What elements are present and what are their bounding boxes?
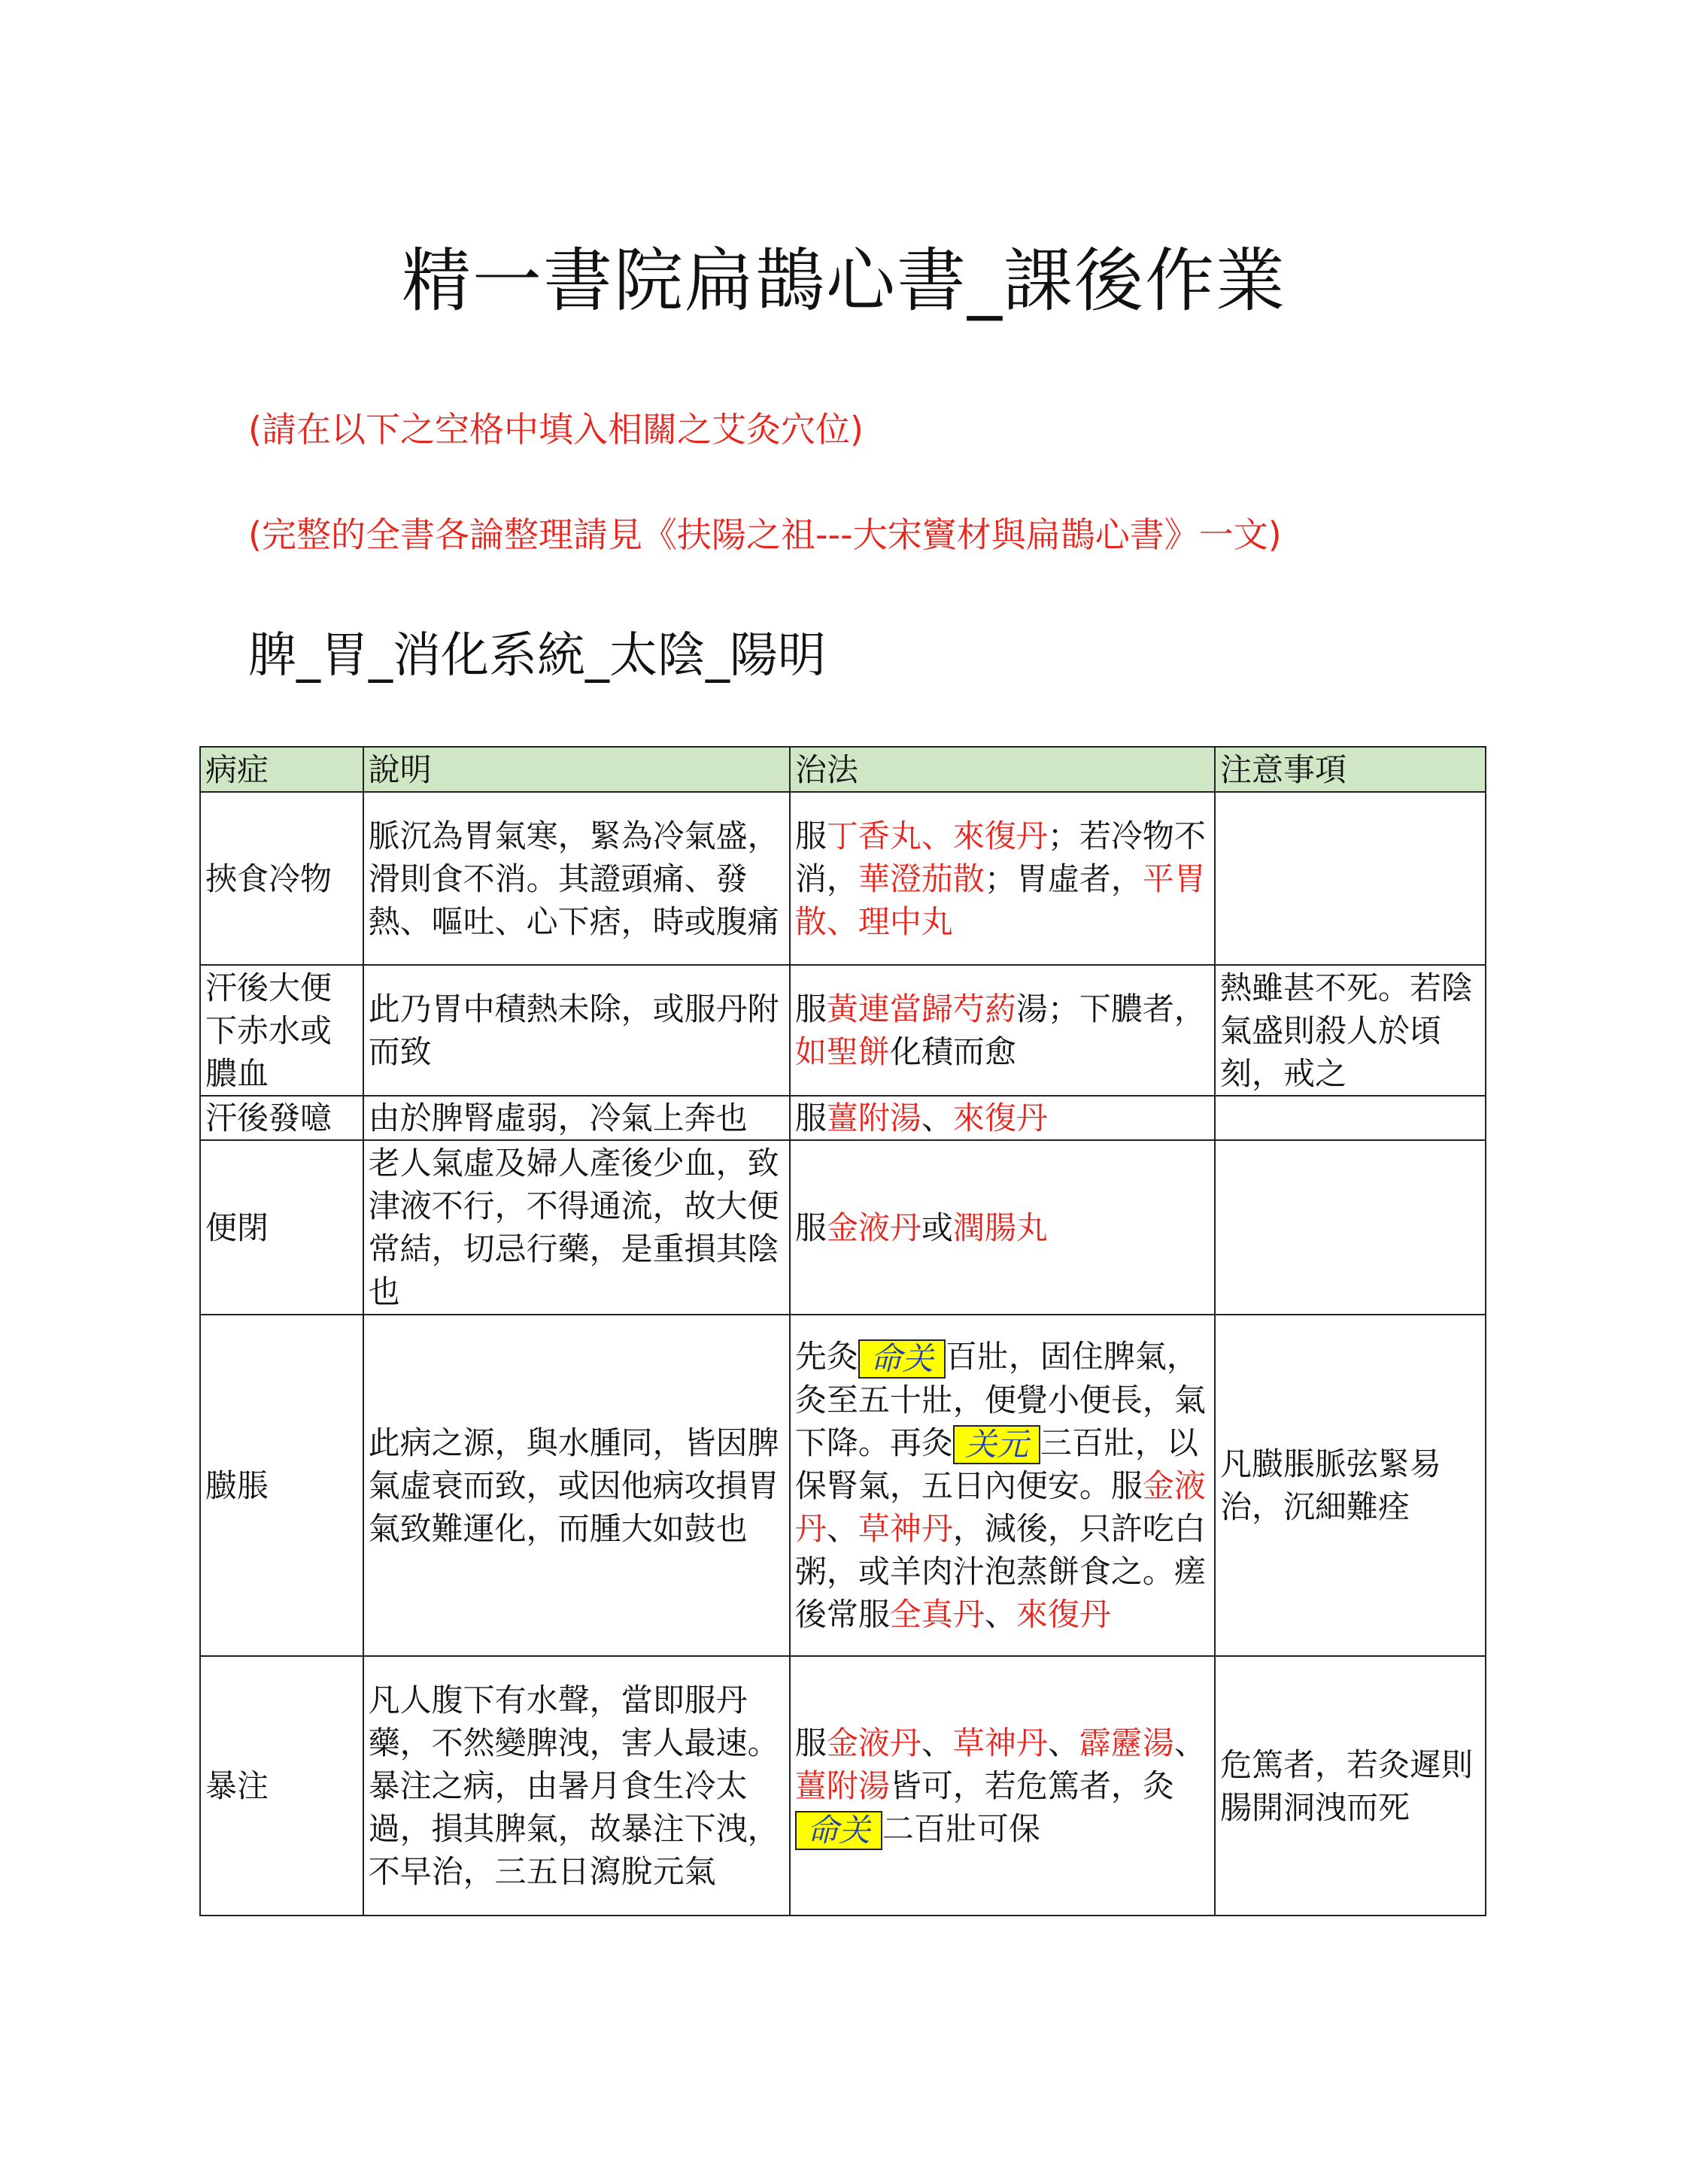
treatment-text: 先灸: [794, 1338, 858, 1375]
treatment-cell: [790, 1096, 1215, 1140]
notes-cell: 熱雖甚不死。若陰氣盛則殺人於頃刻，戒之: [1215, 965, 1486, 1096]
treatment-text: 、: [1047, 1724, 1079, 1761]
symptom-cell: 挾食冷物: [200, 792, 363, 965]
symptom-cell: 汗後大便下赤水或膿血: [200, 965, 363, 1096]
treatment-cell: [790, 1140, 1215, 1315]
treatment-cell: [790, 1656, 1215, 1916]
treatment-text: 服: [794, 1100, 827, 1136]
symptom-cell: 暴注: [200, 1656, 363, 1916]
treatment-text: 、: [984, 1596, 1016, 1633]
treatment-text: 服: [794, 817, 827, 854]
treatment-text: 二百壯可保: [882, 1809, 1040, 1847]
remedy-name: 薑附湯: [794, 1767, 890, 1804]
treatment-text: 三百壯，以保腎氣，五日內便安。服: [794, 1424, 1198, 1504]
notes-cell: [1215, 792, 1486, 965]
treatment-text: ；胃虛者，: [984, 860, 1143, 897]
remedy-name: 、: [826, 902, 858, 940]
remedy-name: 、: [921, 817, 953, 854]
treatment-cell: [790, 1315, 1215, 1656]
remedy-name: 理中丸: [858, 902, 953, 940]
table-row: [200, 792, 1486, 965]
symptom-cell: 便閉: [200, 1140, 363, 1315]
treatment-text: 百壯，固住脾氣，灸至五十壯，便覺小便長，氣下降。再灸: [794, 1338, 1206, 1461]
description-cell: 由於脾腎虛弱，冷氣上奔也: [363, 1096, 790, 1140]
treatment-text: 、: [921, 1724, 953, 1761]
description-cell: 凡人腹下有水聲，當即服丹藥，不然變脾洩，害人最速。暴注之病，由暑月食生冷太過，損其脾氣，故暴注下洩，不早治，三五日瀉脫元氣: [363, 1656, 790, 1916]
treatment-text: ；若冷物不消，: [794, 817, 1206, 897]
header-description: 說明: [363, 747, 790, 792]
remedy-name: 丁香丸: [826, 817, 921, 854]
remedy-name: 金液丹: [826, 1209, 921, 1246]
symptom-cell: 臌脹: [200, 1315, 363, 1656]
notes-cell: 凡臌脹脈弦緊易治，沉細難痊: [1215, 1315, 1486, 1656]
remedy-name: 草神丹: [952, 1724, 1048, 1761]
remedy-name: 平胃散: [794, 860, 1206, 940]
description-cell: 此病之源，與水腫同，皆因脾氣虛衰而致，或因他病攻損胃氣致難運化，而腫大如鼓也: [363, 1315, 790, 1656]
remedy-name: 來復丹: [952, 817, 1048, 854]
notes-cell: [1215, 1140, 1486, 1315]
instruction-note: (請在以下之空格中填入相關之艾灸穴位): [248, 409, 864, 450]
remedy-name: 霹靂湯: [1079, 1724, 1174, 1761]
description-cell: 老人氣虛及婦人產後少血，致津液不行，不得通流，故大便常結，切忌行藥，是重損其陰也: [363, 1140, 790, 1315]
header-symptom: 病症: [200, 747, 363, 792]
header-notes: 注意事項: [1215, 747, 1486, 792]
remedy-name: 如聖餅: [794, 1033, 890, 1070]
remedy-name: 全真丹: [889, 1596, 985, 1633]
remedy-name: 草神丹: [858, 1510, 953, 1547]
remedy-name: 黃連當歸芍葯: [826, 990, 1016, 1027]
treatment-text: 、: [921, 1100, 953, 1136]
table-row: [200, 1656, 1486, 1916]
treatment-text: 皆可，若危篤者，灸: [889, 1767, 1174, 1804]
remedy-name: 華澄茄散: [858, 860, 985, 897]
acupoint-answer-box: 命关: [858, 1339, 946, 1379]
reference-note: (完整的全書各論整理請見《扶陽之祖---大宋竇材與扁鵲心書》一文): [248, 514, 1282, 555]
treatment-text: 或: [921, 1209, 953, 1246]
description-cell: 此乃胃中積熱未除，或服丹附而致: [363, 965, 790, 1096]
acupoint-answer-box: 命关: [795, 1811, 882, 1850]
treatment-text: 化積而愈: [889, 1033, 1016, 1070]
page-title: 精一書院扁鵲心書_課後作業: [401, 241, 1286, 321]
notes-cell: [1215, 1096, 1486, 1140]
symptom-cell: 汗後發噫: [200, 1096, 363, 1140]
remedy-name: 薑附湯: [826, 1100, 921, 1136]
table-row: [200, 1096, 1486, 1140]
table-row: [200, 1140, 1486, 1315]
remedy-name: 金液丹: [794, 1467, 1206, 1547]
section-heading: 脾_胃_消化系統_太陰_陽明: [248, 628, 826, 684]
treatment-text: ，減後，只許吃白粥，或羊肉汁泡蒸餅食之。瘥後常服: [794, 1510, 1206, 1633]
treatment-text: 服: [794, 990, 827, 1027]
treatment-text: 湯；下膿者，: [1016, 990, 1206, 1027]
header-treatment: 治法: [790, 747, 1215, 792]
description-cell: 脈沉為胃氣寒，緊為冷氣盛，滑則食不消。其證頭痛、發熱、嘔吐、心下痞，時或腹痛: [363, 792, 790, 965]
remedy-name: 來復丹: [1016, 1596, 1111, 1633]
treatment-cell: [790, 792, 1215, 965]
remedy-name: 來復丹: [952, 1100, 1048, 1136]
treatment-text: 服: [794, 1209, 827, 1246]
treatment-text: 服: [794, 1724, 827, 1761]
notes-cell: 危篤者，若灸遲則腸開洞洩而死: [1215, 1656, 1486, 1916]
table-header-row: [200, 747, 1486, 792]
table-row: [200, 1315, 1486, 1656]
remedy-name: 潤腸丸: [952, 1209, 1048, 1246]
treatment-cell: [790, 965, 1215, 1096]
treatment-text: 、: [826, 1510, 858, 1547]
treatment-text: 、: [1173, 1724, 1206, 1761]
remedy-name: 金液丹: [826, 1724, 921, 1761]
acupoint-answer-box: 关元: [953, 1425, 1040, 1464]
symptom-table: [199, 746, 1486, 1916]
table-row: [200, 965, 1486, 1096]
